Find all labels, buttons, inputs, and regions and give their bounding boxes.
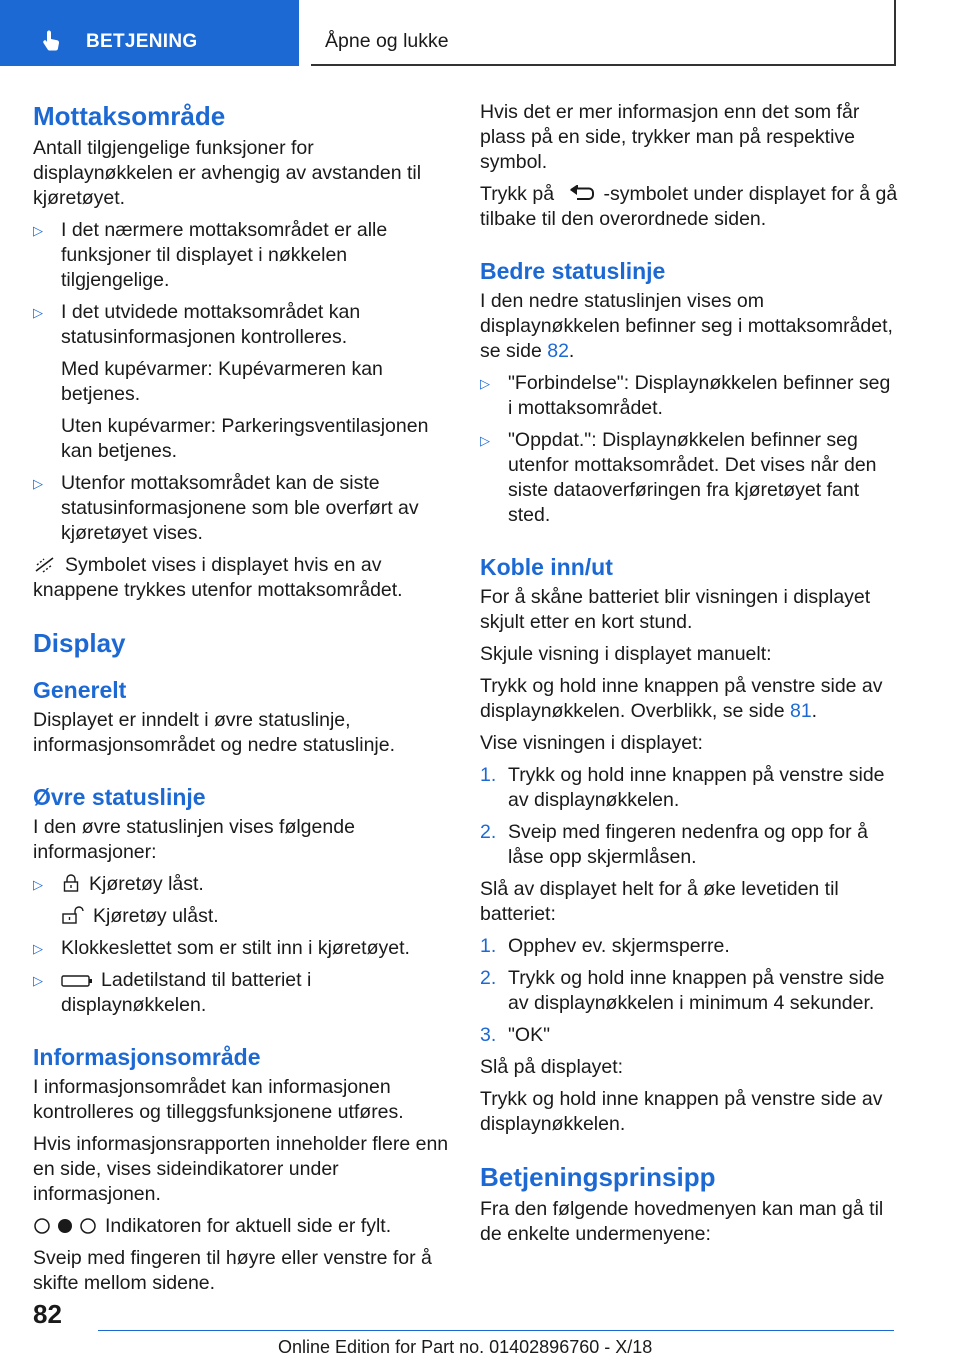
vise-steps-list — [480, 763, 898, 870]
paragraph-text: Trykk og hold inne knappen på venstre side av displaynøkkelen. Overblikk, se side — [480, 675, 883, 722]
paragraph: Slå av displayet helt for å øke levetiden til batteriet: — [480, 878, 839, 925]
list-item — [480, 934, 898, 959]
list-item — [33, 471, 453, 546]
triangle-bullet-icon: ▷ — [33, 973, 43, 988]
paragraph-text: I den nedre statuslinjen vises om displaynøkkelen befinner seg i mottaksområdet, se side — [480, 290, 893, 362]
paragraph: Hvis informasjonsrapporten inneholder flere enn en side, vises sideindikatorer under informasjonen. — [33, 1133, 449, 1205]
off-steps-list — [480, 934, 898, 1048]
sub-paragraph: Med kupévarmer: Kupévarmeren kan betjenes. — [61, 358, 383, 405]
indicator-note — [33, 1214, 453, 1239]
battery-icon — [61, 973, 93, 989]
step-number: 3. — [480, 1024, 497, 1046]
triangle-bullet-icon: ▷ — [33, 941, 43, 956]
list-item — [33, 936, 453, 961]
paragraph: For å skåne batteriet blir visningen i displayet skjult etter en kort stund. — [480, 586, 871, 633]
triangle-bullet-icon: ▷ — [33, 877, 43, 892]
list-item — [480, 763, 898, 813]
indicator-note-text: Indikatoren for aktuell side er fylt. — [105, 1215, 392, 1237]
triangle-bullet-icon: ▷ — [480, 376, 490, 391]
list-item-text: Utenfor mottaksområdet kan de siste statusinformasjonene som ble overført av kjøretøyet vises. — [61, 472, 419, 544]
paragraph: Skjule visning i displayet manuelt: — [480, 643, 772, 665]
list-item — [33, 218, 453, 293]
paragraph: Trykk og hold inne knappen på venstre side av displaynøkkelen. — [480, 1088, 883, 1135]
back-text-pre: Trykk på — [480, 183, 555, 205]
lock-closed-icon — [61, 873, 81, 893]
paragraph: Fra den følgende hovedmenyen kan man gå til de enkelte undermenyene: — [480, 1198, 884, 1245]
step-number: 1. — [480, 935, 497, 957]
paragraph: Antall tilgjengelige funksjoner for displaynøkkelen er avhengig av avstanden til kjøretøyet. — [33, 137, 422, 209]
step-text: Trykk og hold inne knappen på venstre side av displaynøkkelen. — [508, 764, 885, 811]
list-item — [33, 300, 453, 350]
edition-footer: Online Edition for Part no. 01402896760 - X/18 — [278, 1337, 653, 1357]
right-column — [480, 100, 898, 1254]
paragraph: Slå på displayet: — [480, 1056, 624, 1078]
section-tab — [0, 0, 299, 66]
list-item — [480, 820, 898, 870]
list-item — [480, 1023, 898, 1048]
symbol-note — [33, 553, 453, 603]
page-link-81[interactable]: 81 — [789, 700, 812, 722]
chapter-header — [311, 0, 896, 66]
list-item — [33, 872, 453, 897]
step-number: 2. — [480, 821, 497, 843]
back-arrow-icon — [569, 185, 595, 203]
list-item — [33, 968, 453, 1018]
paragraph: I den nedre statuslinjen vises om displaynøkkelen befinner seg i mottaksområdet, se side 82. — [480, 290, 893, 362]
heading-betjeningsprinsipp: Betjeningsprinsipp — [480, 1162, 716, 1192]
heading-mottaksomrade: Mottaksområde — [33, 101, 226, 131]
list-item — [480, 966, 898, 1016]
list-item-text: "Oppdat.": Displaynøkkelen befinner seg utenfor mottaksområdet. Det vises når den siste dataoverføringen fra kjøretøyet fant sted. — [508, 429, 877, 526]
sub-paragraph: Uten kupévarmer: Parkeringsventilasjonen kan betjenes. — [61, 415, 429, 462]
triangle-bullet-icon: ▷ — [480, 433, 490, 448]
sub-paragraph-text: Kjøretøy ulåst. — [93, 905, 219, 927]
heading-koble-inn-ut: Koble inn/ut — [480, 554, 613, 580]
symbol-note-text: Symbolet vises i displayet hvis en av knappene trykkes utenfor mottaksområdet. — [33, 554, 403, 601]
triangle-bullet-icon: ▷ — [33, 476, 43, 491]
paragraph: Sveip med fingeren til høyre eller venstre for å skifte mellom sidene. — [33, 1247, 432, 1294]
triangle-bullet-icon: ▷ — [33, 305, 43, 320]
list-item-text: Kjøretøy låst. — [89, 873, 204, 895]
paragraph: Trykk og hold inne knappen på venstre side av displaynøkkelen. Overblikk, se side 81. — [480, 675, 883, 722]
paragraph: Hvis det er mer informasjon enn det som får plass på en side, trykker man på respektive symbol. — [480, 101, 860, 173]
list-item-text: Ladetilstand til batteriet i displaynøkkelen. — [61, 969, 312, 1016]
step-text: Opphev ev. skjermsperre. — [508, 935, 730, 957]
paragraph: Displayet er inndelt i øvre statuslinje, informasjonsområdet og nedre statuslinje. — [33, 709, 396, 756]
list-item — [480, 428, 898, 528]
list-item — [480, 371, 898, 421]
chapter-title: Åpne og lukke — [325, 30, 449, 52]
paragraph: Vise visningen i displayet: — [480, 732, 703, 754]
step-text: Sveip med fingeren nedenfra og opp for å låse opp skjermlåsen. — [508, 821, 868, 868]
heading-informasjonsomrade: Informasjonsområde — [33, 1044, 261, 1070]
page-link-82[interactable]: 82 — [547, 340, 569, 362]
heading-nedre-statuslinje: Bedre statuslinje — [480, 258, 666, 284]
page-indicator-dots-icon — [33, 1217, 97, 1235]
hand-pointer-icon — [40, 28, 64, 52]
back-text-post: -symbolet under displayet for å gå tilbake til den overordnede siden. — [480, 183, 898, 230]
sub-paragraph — [33, 904, 453, 929]
heading-display: Display — [33, 628, 126, 658]
footer-divider — [98, 1330, 894, 1331]
page-number: 82 — [33, 1299, 62, 1329]
step-number: 2. — [480, 967, 497, 989]
list-item-text: I det nærmere mottaksområdet er alle funksjoner til displayet i nøkkelen tilgjengelige. — [61, 219, 388, 291]
step-text: "OK" — [508, 1024, 551, 1046]
list-item-text: Klokkeslettet som er stilt inn i kjøretøyet. — [61, 937, 410, 959]
lock-open-icon — [61, 905, 85, 925]
step-text: Trykk og hold inne knappen på venstre side av displaynøkkelen i minimum 4 sekunder. — [508, 967, 885, 1014]
step-number: 1. — [480, 764, 497, 786]
paragraph: I den øvre statuslinjen vises følgende informasjoner: — [33, 816, 355, 863]
left-column — [33, 100, 453, 1303]
list-item-text: I det utvidede mottaksområdet kan statusinformasjonen kontrolleres. — [61, 301, 361, 348]
heading-ovre-statuslinje: Øvre statuslinje — [33, 784, 206, 810]
triangle-bullet-icon: ▷ — [33, 223, 43, 238]
crossed-signal-icon — [33, 556, 57, 574]
section-label: BETJENING — [86, 31, 198, 52]
paragraph: I informasjonsområdet kan informasjonen kontrolleres og tilleggsfunksjonene utføres. — [33, 1076, 404, 1123]
heading-generelt: Generelt — [33, 677, 127, 703]
list-item-text: "Forbindelse": Displaynøkkelen befinner seg i mottaksområdet. — [508, 372, 891, 419]
back-symbol-paragraph — [480, 182, 898, 232]
